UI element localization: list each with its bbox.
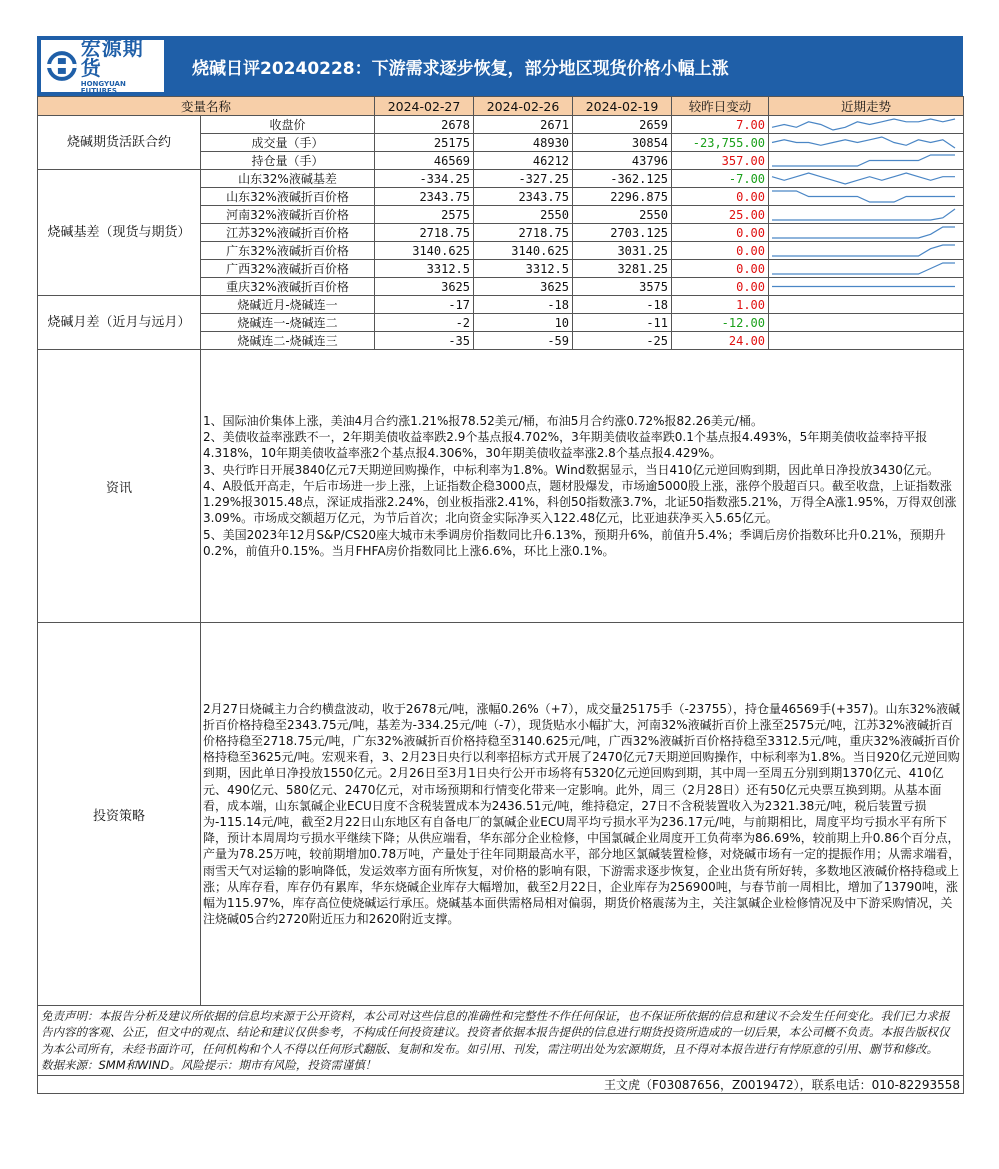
news-label: 资讯 [38, 350, 201, 623]
change-value: 1.00 [672, 296, 769, 314]
sparkline-chart [769, 278, 958, 295]
disclaimer-text: 免责声明：本报告分析及建议所依据的信息均来源于公开资料，本公司对这些信息的准确性和完整性不作任何保证，也不保证所依据的信息和建议不会发生任何变化。我们已力求报告内容的客观、公正，但文中的观点、结论和建议仅供参考，不构成任何投资建议。投资者依据本报告提供的信息进行期货投资所造成的一切后果，本公司概不负责。本报告版权仅为本公司所有，未经书面许可，任何机构和个人不得以任何形式翻版、复制和发布。如引用、刊发，需注明出处为宏源期货，且不得对本报告进行有悖原意的引用、删节和修改。 [41, 1009, 950, 1056]
value-date-1: -17 [375, 296, 474, 314]
sparkline-chart [769, 224, 958, 241]
value-date-2: 2343.75 [474, 188, 573, 206]
logo-name-cn: 宏源期货 [80, 35, 144, 80]
variable-name: 山东32%液碱基差 [201, 170, 375, 188]
sparkline-cell [769, 332, 964, 350]
sparkline-line [772, 155, 955, 166]
sparkline-chart [769, 206, 958, 223]
value-date-1: -334.25 [375, 170, 474, 188]
value-date-3: 3031.25 [573, 242, 672, 260]
analyst-signature: 王文虎（F03087656，Z0019472），联系电话：010-82293558 [38, 1076, 964, 1094]
news-row [38, 350, 964, 623]
sparkline-line [772, 173, 955, 184]
header-date-1: 2024-02-27 [375, 97, 474, 116]
sparkline-cell [769, 170, 964, 188]
value-date-1: 2343.75 [375, 188, 474, 206]
change-value: 7.00 [672, 116, 769, 134]
signature-row [38, 1076, 964, 1094]
value-date-1: -35 [375, 332, 474, 350]
table-row [38, 170, 964, 188]
value-date-1: 2718.75 [375, 224, 474, 242]
sparkline-cell [769, 188, 964, 206]
sparkline-cell [769, 206, 964, 224]
variable-name: 河南32%液碱折百价格 [201, 206, 375, 224]
sparkline-line [772, 191, 955, 202]
sparkline-chart [769, 242, 958, 259]
change-value: 25.00 [672, 206, 769, 224]
news-item: 5、美国2023年12月S&P/CS20座大城市未季调房价指数同比升6.13%，预期升6%，前值升5.4%；季调后房价指数环比升0.21%，预期升0.2%，前值升0.15%。当月FHFA房价指数同比上涨6.6%，环比上涨0.1%。 [203, 527, 946, 558]
data-table [37, 96, 964, 350]
variable-name: 持仓量（手） [201, 152, 375, 170]
sparkline-cell [769, 242, 964, 260]
variable-name: 重庆32%液碱折百价格 [201, 278, 375, 296]
sparkline-line [772, 227, 955, 238]
category-label: 烧碱基差（现货与期货） [38, 170, 201, 296]
company-logo [41, 35, 164, 95]
value-date-1: 2678 [375, 116, 474, 134]
value-date-1: -2 [375, 314, 474, 332]
value-date-2: 10 [474, 314, 573, 332]
sparkline-line [772, 209, 955, 220]
value-date-2: -327.25 [474, 170, 573, 188]
sparkline-chart [769, 188, 958, 205]
sparkline-chart [769, 152, 958, 169]
sparkline-chart [769, 134, 958, 151]
sparkline-cell [769, 260, 964, 278]
variable-name: 广东32%液碱折百价格 [201, 242, 375, 260]
value-date-3: 2550 [573, 206, 672, 224]
sparkline-chart [769, 170, 958, 187]
text-table [37, 349, 964, 1094]
value-date-3: 30854 [573, 134, 672, 152]
change-value: 0.00 [672, 242, 769, 260]
report-title: 烧碱日评20240228：下游需求逐步恢复，部分地区现货价格小幅上涨 [192, 58, 729, 79]
sparkline-cell [769, 296, 964, 314]
value-date-2: 3312.5 [474, 260, 573, 278]
change-value: 357.00 [672, 152, 769, 170]
change-value: 24.00 [672, 332, 769, 350]
value-date-2: 3625 [474, 278, 573, 296]
report-header [37, 36, 963, 96]
news-item: 2、美债收益率涨跌不一，2年期美债收益率跌2.9个基点报4.702%，3年期美债收益率跌0.1个基点报4.493%，5年期美债收益率持平报4.318%，10年期美债收益率涨2个基点报4.306%，30年期美债收益率涨2.8个基点报4.429%。 [203, 430, 928, 461]
sparkline-line [772, 119, 955, 130]
variable-name: 山东32%液碱折百价格 [201, 188, 375, 206]
change-value: -7.00 [672, 170, 769, 188]
value-date-3: -11 [573, 314, 672, 332]
value-date-3: -362.125 [573, 170, 672, 188]
value-date-3: 2659 [573, 116, 672, 134]
table-header-row [38, 97, 964, 116]
category-label: 烧碱期货活跃合约 [38, 116, 201, 170]
variable-name: 烧碱连一-烧碱连二 [201, 314, 375, 332]
sparkline-line [772, 263, 955, 274]
sparkline-cell [769, 314, 964, 332]
report-sheet [37, 36, 963, 1094]
change-value: -12.00 [672, 314, 769, 332]
data-source-text: 数据来源：SMM和WIND。风险提示：期市有风险，投资需谨慎！ [41, 1057, 377, 1072]
header-trend: 近期走势 [769, 97, 964, 116]
value-date-3: -18 [573, 296, 672, 314]
header-variable: 变量名称 [38, 97, 375, 116]
value-date-1: 2575 [375, 206, 474, 224]
news-item: 3、央行昨日开展3840亿元7天期逆回购操作，中标利率为1.8%。Wind数据显示，当日410亿元逆回购到期，因此单日净投放3430亿元。 [203, 462, 939, 477]
value-date-3: 3575 [573, 278, 672, 296]
sparkline-cell [769, 224, 964, 242]
header-date-3: 2024-02-19 [573, 97, 672, 116]
sparkline-cell [769, 116, 964, 134]
table-row [38, 116, 964, 134]
logo-name-en: HONGYUAN FUTURES [80, 79, 126, 95]
value-date-3: -25 [573, 332, 672, 350]
variable-name: 江苏32%液碱折百价格 [201, 224, 375, 242]
strategy-row [38, 623, 964, 1006]
header-change: 较昨日变动 [672, 97, 769, 116]
variable-name: 广西32%液碱折百价格 [201, 260, 375, 278]
value-date-1: 3625 [375, 278, 474, 296]
news-item: 4、A股低开高走，午后市场进一步上涨，上证指数企稳3000点，题材股爆发，市场逾5000股上涨，涨停个股超百只。截至收盘，上证指数涨1.29%报3015.48点，深证成指涨2.24%，创业板指涨2.41%，科创50指数涨3.7%，北证50指数涨5.21%，万得全A涨1.95%，万得双创涨3.09%。市场成交额超万亿元，为节后首次；北向资金实际净买入122.48亿元，比亚迪获净买入5.65亿元。 [203, 478, 957, 526]
value-date-2: 2671 [474, 116, 573, 134]
value-date-3: 3281.25 [573, 260, 672, 278]
value-date-3: 2703.125 [573, 224, 672, 242]
category-label: 烧碱月差（近月与远月） [38, 296, 201, 350]
value-date-2: 2550 [474, 206, 573, 224]
disclaimer-cell [38, 1006, 964, 1076]
variable-name: 烧碱近月-烧碱连一 [201, 296, 375, 314]
change-value: 0.00 [672, 278, 769, 296]
strategy-label: 投资策略 [38, 623, 201, 1006]
table-row [38, 296, 964, 314]
disclaimer-row [38, 1006, 964, 1076]
sparkline-cell [769, 134, 964, 152]
sparkline-cell [769, 278, 964, 296]
value-date-1: 3312.5 [375, 260, 474, 278]
change-value: 0.00 [672, 260, 769, 278]
change-value: 0.00 [672, 224, 769, 242]
value-date-2: 2718.75 [474, 224, 573, 242]
hongyuan-logo-icon [47, 51, 77, 81]
news-item: 1、国际油价集体上涨，美油4月合约涨1.21%报78.52美元/桶，布油5月合约涨0.72%报82.26美元/桶。 [203, 414, 763, 429]
header-date-2: 2024-02-26 [474, 97, 573, 116]
variable-name: 烧碱连二-烧碱连三 [201, 332, 375, 350]
change-value: 0.00 [672, 188, 769, 206]
value-date-2: -18 [474, 296, 573, 314]
change-value: -23,755.00 [672, 134, 769, 152]
value-date-2: 48930 [474, 134, 573, 152]
sparkline-line [772, 137, 955, 148]
news-content [201, 350, 964, 623]
sparkline-chart [769, 260, 958, 277]
value-date-1: 3140.625 [375, 242, 474, 260]
sparkline-line [772, 245, 955, 256]
value-date-3: 43796 [573, 152, 672, 170]
variable-name: 成交量（手） [201, 134, 375, 152]
value-date-1: 46569 [375, 152, 474, 170]
strategy-content: 2月27日烧碱主力合约横盘波动，收于2678元/吨，涨幅0.26%（+7），成交量25175手（-23755），持仓量46569手(+357)。山东32%液碱折百价格持稳至2343.75元/吨，基差为-334.25元/吨（-7），现货贴水小幅扩大，河南32%液碱折百价上涨至2575元/吨，江苏32%液碱折百价格持稳至2718.75元/吨，广东32%液碱折百价格持稳至3140.625元/吨，广西32%液碱折百价格持稳至3312.5元/吨，重庆32%液碱折百价格持稳至3625元/吨。宏观来看，3、2月23日央行以利率招标方式开展了2470亿元7天期逆回购操作，中标利率为1.8%。当日920亿元逆回购到期，因此单日净投放1550亿元。2月26日至3月1日央行公开市场将有5320亿元逆回购到期，其中周一至周五分别到期1370亿元、410亿元、490亿元、580亿元、2470亿元，对市场预期和行情变化带来一定影响。此外，周三（2月28日）还有50亿元央票互换到期。从基本面看，成本端，山东氯碱企业ECU日度不含税装置成本为2436.51元/吨，维持稳定，27日不含税装置收入为2321.38元/吨，税后装置亏损为-115.14元/吨，截至2月22日山东地区有自备电厂的氯碱企业ECU周平均亏损水平为236.17元/吨，与前期相比，周度平均亏损水平有所下降，预计本周周均亏损水平继续下降；从供应端看，华东部分企业检修，中国氯碱企业周度开工负荷率为86.69%，较前期上升0.86个百分点，产量为78.25万吨，较前期增加0.78万吨，产量处于往年同期最高水平，部分地区氯碱装置检修，对烧碱市场有一定的提振作用；从需求端看，雨雪天气对运输的影响降低，发运效率方面有所恢复，对价格的影响有限，下游需求逐步恢复，企业出货有所好转，多数地区液碱价格持稳或上涨；从库存看，库存仍有累库，华东烧碱企业库存大幅增加，截至2月22日，企业库存为256900吨，与春节前一周相比，增加了13790吨，涨幅为115.97%，库存高位使烧碱运行承压。烧碱基本面供需格局相对偏弱，期货价格震荡为主，关注氯碱企业检修情况及中下游采购情况，关注烧碱05合约2720附近压力和2620附近支撑。 [201, 623, 964, 1006]
sparkline-cell [769, 152, 964, 170]
value-date-2: 46212 [474, 152, 573, 170]
value-date-2: -59 [474, 332, 573, 350]
variable-name: 收盘价 [201, 116, 375, 134]
value-date-3: 2296.875 [573, 188, 672, 206]
value-date-1: 25175 [375, 134, 474, 152]
sparkline-chart [769, 116, 958, 133]
value-date-2: 3140.625 [474, 242, 573, 260]
